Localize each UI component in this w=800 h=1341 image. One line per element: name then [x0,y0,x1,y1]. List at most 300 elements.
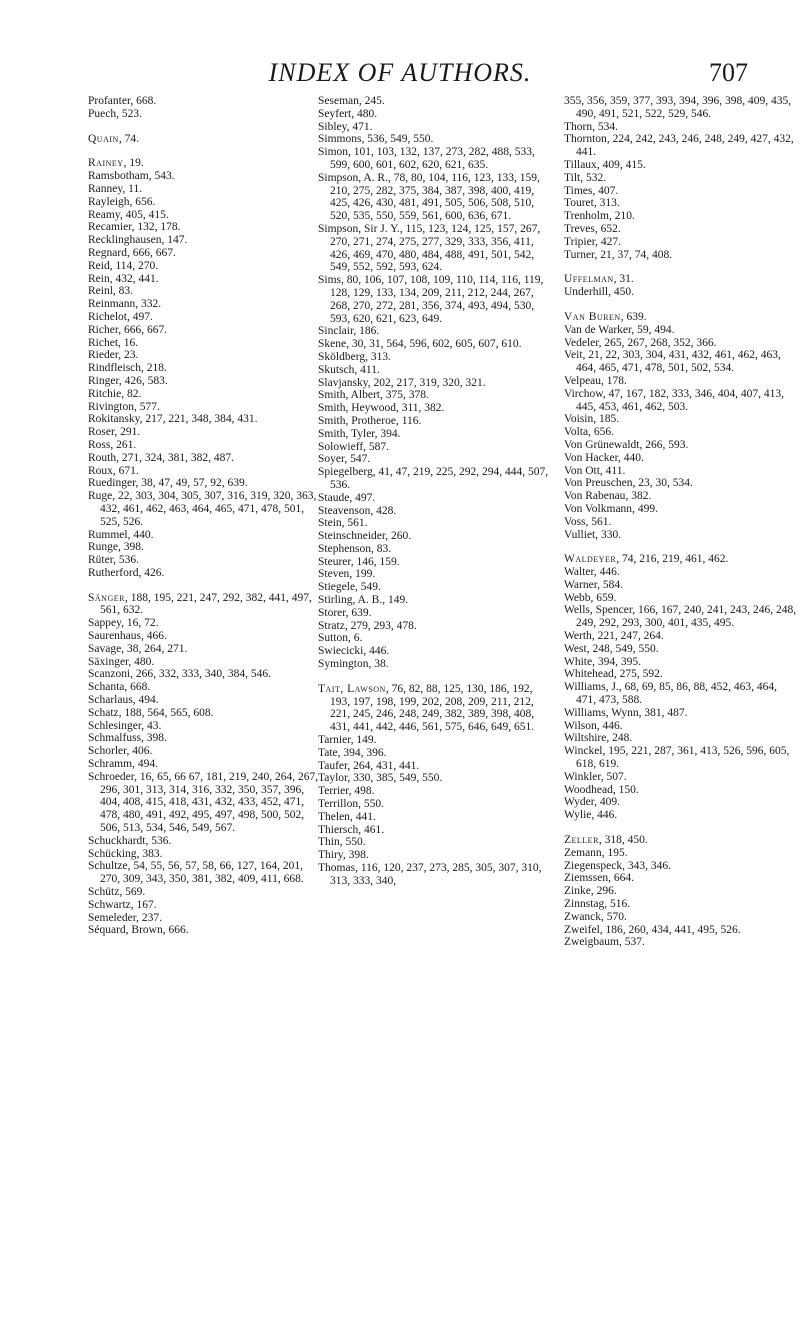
page-references: , 41, 47, 219, 225, 292, 294, 444, 507, 536. [330,466,549,491]
page-references: , 210. [608,210,635,223]
index-entry [564,553,799,566]
index-entry [88,426,323,439]
page-references: , 76, 82, 88, 125, 130, 186, 192, 193, 197, 198, 199, 202, 208, 209, 211, 212, 221, 245, 246, 248, 249, 382, 389, 398, 408, 431, 441, 442, 446, 561, 575, 646, 649, 651. [330,682,535,734]
author-name: Recklinghausen [88,234,162,247]
index-entry [318,338,553,351]
index-entry [318,492,553,505]
author-name: Ranney [88,182,123,195]
index-entry [88,349,323,362]
author-name: Recamier [88,221,132,234]
page-references: , 532. [580,171,607,184]
author-name: Seyfert [318,107,352,120]
page-references: , 279, 293, 478. [344,619,417,632]
author-name: Stirling, A. B. [318,594,383,607]
index-entry [318,121,553,134]
index-entry [88,311,323,324]
index-entry [318,505,553,518]
author-name: Sappey [88,617,122,630]
author-name: Reid [88,259,110,272]
page-references: , 271, 324, 381, 382, 487. [116,451,234,464]
index-entry [88,465,323,478]
page-references: , 450. [608,286,634,299]
page-references: , 446. [593,566,620,579]
author-name: Rivington [88,400,135,413]
page-references: , 446. [363,645,390,658]
author-name: Ruedinger [88,477,136,490]
page-references: , 394, 395. [592,655,641,668]
page-references: , 195. [601,846,628,859]
index-column-3 [564,95,799,949]
index-entry [88,209,323,222]
author-name: Ruge [88,490,113,503]
author-name: Spiegelberg [318,466,373,479]
page-references: , 21, 22, 303, 304, 431, 432, 461, 462, 463, 464, 465, 471, 478, 501, 502, 534. [576,349,781,375]
index-entry [88,285,323,298]
page-references: , 266, 593. [639,438,689,451]
author-name: Wells, Spencer [564,604,633,617]
page-references: , 185. [593,413,620,426]
page-references: , 38. [368,658,389,671]
page-references: , 218. [141,362,167,375]
index-entry [564,375,799,388]
index-entry [564,668,799,681]
index-entry [88,899,323,912]
index-entry [318,824,553,837]
page-references: , 311, 382. [395,402,445,415]
index-entry [88,567,323,580]
author-name: Webb [564,591,591,604]
author-name: Tait, Lawson [318,682,386,695]
index-entry [88,656,323,669]
index-entry [318,556,553,569]
index-entry [318,428,553,441]
index-entry [88,273,323,286]
author-name: Waldeyer [564,553,617,566]
author-name: Whitehead [564,668,614,681]
index-entry [318,441,553,454]
index-entry [564,681,799,707]
author-name: Winkler [564,770,601,783]
page-references: , 498. [348,785,375,798]
page-references: , 43. [141,719,162,732]
author-name: Rieder [88,349,119,362]
author-name: Thiersch [318,823,359,836]
author-name: Skutsch [318,363,355,376]
index-entry [564,465,799,478]
page-references: , 398. [141,732,167,745]
page-references: , 202, 217, 319, 320, 321. [367,376,486,389]
page-references: , 383. [136,847,163,860]
page-header [0,58,800,88]
author-name: Ramsbotham [88,170,149,183]
page-references: , 441. [349,810,376,823]
page-references: , 666, 667. [118,323,168,336]
author-name: Van de Warker [564,323,632,336]
author-name: Ross [88,438,111,451]
index-entry [564,477,799,490]
index-entry [318,377,553,390]
page-references: , 188, 564, 565, 608. [118,706,214,719]
author-name: Slavjansky [318,376,368,389]
page-references: , 275, 592. [613,668,663,681]
index-entry [564,847,799,860]
author-name: Sibley [318,120,347,133]
index-entry [88,592,323,618]
author-name: Schramm [88,758,133,771]
author-name: Schatz [88,706,119,719]
index-entry [88,375,323,388]
index-entry [564,898,799,911]
index-entry [564,133,799,159]
page-references: , 186. [353,325,380,338]
index-entry [88,720,323,733]
index-entry [88,108,323,121]
author-name: Warner [564,578,598,591]
author-name: Reinl [88,285,113,298]
page-references: , 584. [597,578,623,591]
index-entry [88,196,323,209]
page-references: , 11. [122,182,143,195]
author-name: Von Rabenau [564,490,626,503]
index-entry [88,413,323,426]
author-name: Zinke [564,885,591,898]
index-entry [564,324,799,337]
page-references: , 101, 103, 132, 137, 273, 282, 488, 533, 599, 600, 601, 602, 620, 621, 635. [330,146,535,171]
author-name: Van Buren [564,310,621,323]
index-entry [88,758,323,771]
index-entry [88,541,323,554]
index-entry [318,645,553,658]
index-entry [88,860,323,886]
index-entry [318,594,553,607]
page-references: , 147. [161,234,188,247]
index-entry [318,351,553,364]
index-entry [564,579,799,592]
page-references: , 547. [344,453,371,466]
author-name: Schorler [88,745,127,758]
index-entry [318,620,553,633]
page-references: , 466. [141,630,167,643]
index-entry [88,439,323,452]
index-entry [88,133,323,146]
author-name: Ziegenspeck [564,859,623,872]
index-entry [564,210,799,223]
index-entry [564,936,799,949]
author-name: Smith, Tyler [318,427,375,440]
author-name: Sims [318,274,342,287]
page-references: , 30, 31, 564, 596, 602, 605, 607, 610. [346,338,522,351]
author-name: Thorn [564,120,593,133]
author-name: Swiecicki [318,645,364,658]
index-entry [564,809,799,822]
author-name: Schroeder [88,770,135,783]
page-references: , 114, 270. [109,259,159,272]
author-name: Skene [318,338,347,351]
page-references: , 47, 167, 182, 333, 346, 404, 407, 413, 445, 453, 461, 462, 503. [576,387,784,413]
index-entry [88,529,323,542]
author-name: Schwartz [88,898,131,911]
page-references: , 332. [135,298,162,311]
page-references: , 217, 221, 348, 384, 431. [139,413,258,426]
author-name: Runge [88,541,119,554]
index-entry [564,121,799,134]
page-references: , 83. [371,542,392,555]
index-entry [88,848,323,861]
page-references: , 265, 267, 268, 352, 366. [598,336,717,349]
author-name: Tripier [564,235,596,248]
page-references: , 260. [385,530,412,543]
page-references: , 166, 167, 240, 241, 243, 246, 248, 249, 292, 293, 300, 401, 435, 495. [576,604,797,630]
page-references: , 570. [601,910,627,923]
index-entry [318,772,553,785]
author-name: Steinschneider [318,530,386,543]
page-references: , 54, 55, 56, 57, 58, 66, 127, 164, 201, 270, 309, 343, 350, 381, 382, 409, 411, 668. [100,860,304,886]
index-entry [564,236,799,249]
author-name: Voisin [564,413,594,426]
author-name: Simmons [318,133,362,146]
author-name: Rainey [88,157,124,170]
author-name: Thomas [318,862,356,875]
page-references: , 569. [119,886,146,899]
page-references: , 587. [363,440,390,453]
page-references: , 245. [358,95,385,107]
index-entry [564,503,799,516]
index-entry [318,798,553,811]
author-name: Steven [318,568,350,581]
index-entry [88,732,323,745]
page-references: , 656. [129,195,156,208]
author-name: Wylie [564,809,592,822]
index-entry [564,630,799,643]
page-references: , 149. [350,734,377,747]
page-references: , 656. [588,426,614,439]
author-name: Von Ott [564,464,600,477]
author-name: Sinclair [318,325,354,338]
index-entry [318,785,553,798]
index-entry [318,568,553,581]
index-entry [88,886,323,899]
page-references: , 68, 69, 85, 86, 88, 452, 463, 464, 471, 473, 588. [576,681,777,707]
page-references: , 664. [608,872,634,885]
index-entry [318,95,553,108]
index-entry [318,223,553,274]
index-entry [318,607,553,620]
author-name: Storer [318,606,346,619]
author-name: Scanzoni [88,668,131,681]
index-entry [88,681,323,694]
page-references: , 577. [134,400,160,413]
page-references: , 480. [128,655,155,668]
page-references: , 116, 120, 237, 273, 285, 305, 307, 310, 313, 333, 340, [330,862,542,887]
author-name: Von Hacker [564,451,618,464]
page-references: , 266, 332, 333, 340, 384, 546. [130,668,272,681]
author-name: Von Preuschen [564,477,633,490]
index-entry [88,324,323,337]
page-references: , 74. [118,132,139,145]
page-references: , 406. [126,745,153,758]
author-name: Routh [88,451,117,464]
page-references: , 59, 494. [631,323,675,336]
page-references: , 639. [345,606,372,619]
author-name: Williams, J. [564,681,619,694]
index-entry [88,490,323,528]
author-name: Simpson, Sir J. Y. [318,222,400,235]
author-name: Rindfleisch [88,362,142,375]
author-name: Semeleder [88,911,137,924]
page-references: , 19. [123,157,144,170]
index-entry [564,707,799,720]
page-references: , 83. [112,285,134,298]
index-entry [564,604,799,630]
index-entry [88,912,323,925]
author-name: Savage [88,642,122,655]
page-references: , 561. [341,517,368,530]
index-entry [88,183,323,196]
index-entry [564,566,799,579]
index-entry [564,592,799,605]
index-entry [88,95,323,108]
page-references: , 149. [382,594,409,607]
page-references: , 507. [600,770,627,783]
author-name: Symington [318,658,369,671]
author-name: Schücking [88,847,137,860]
index-entry [564,159,799,172]
page-references: , 80, 106, 107, 108, 109, 110, 114, 116, 119, 128, 129, 133, 134, 209, 211, 212, 244, 267, 268, 270, 272, 281, 356, 374, 493, 494, 530, 593, 620, 621, 623, 649. [330,274,544,325]
author-name: Staude [318,491,350,504]
author-name: Soyer [318,453,345,466]
index-entry [318,389,553,402]
page-references: , 407. [592,184,619,197]
index-entry [88,298,323,311]
page-references: , 668. [124,681,151,694]
index-entry [318,517,553,530]
index-entry [564,745,799,771]
index-entry [88,401,323,414]
author-name: Roser [88,426,115,439]
page-references: , 398. [342,849,369,862]
index-entry [564,872,799,885]
page-references: , 6. [348,632,363,645]
page-references: , 150. [612,783,639,796]
author-name: Quain [88,132,119,145]
page-references: , 446. [591,809,618,822]
author-name: Zweigbaum [564,936,619,949]
author-name: Rokitansky [88,413,140,426]
author-name: Velpeau [564,374,602,387]
author-name: Tarnier [318,734,351,747]
page-references: , 330, 385, 549, 550. [347,772,443,785]
page-references: , 31. [613,273,634,286]
index-entry [318,402,553,415]
page-references: , 471. [346,120,373,133]
page-references: , 16, 72. [121,617,159,630]
index-entry [88,745,323,758]
author-name: Zeller [564,834,599,847]
page-references: , 394, 396. [337,746,387,759]
author-name: Rein [88,272,110,285]
index-entry [564,311,799,324]
author-name: Scharlaus [88,694,133,707]
author-name: Werth [564,630,592,643]
page-references: , 261. [110,438,137,451]
author-name: Wyder [564,796,595,809]
index-entry [564,439,799,452]
index-column-1 [88,95,323,937]
index-entry [564,273,799,286]
author-name: Thiry [318,849,343,862]
author-name: Tillaux [564,158,597,171]
author-name: Smith, Protheroe [318,414,396,427]
page-references: , 536, 549, 550. [361,133,434,146]
page-references: , 461. [358,823,385,836]
index-entry [88,221,323,234]
author-name: Stein [318,517,342,530]
index-entry [564,834,799,847]
page-references: , 16, 65, 66 67, 181, 219, 240, 264, 267, 296, 301, 313, 314, 316, 332, 350, 357, 396, 404, 408, 415, 418, 431, 432, 433, 452, 471, 478, 480, 491, 492, 495, 497, 498, 500, 502, 506, 513, 534, 546, 549, 567. [100,770,319,835]
index-entry [318,146,553,172]
author-name: Séquard, Brown [88,924,163,937]
author-name: Ziemssen [564,872,609,885]
author-name: Sänger [88,591,125,604]
author-name: Puech [88,107,117,120]
author-name: Schütz [88,886,120,899]
index-entry [564,529,799,542]
page-references: , 536. [145,834,172,847]
index-entry [88,643,323,656]
page-references: , 494. [132,758,158,771]
page-references: , 550. [339,836,366,849]
page-references: , 440. [617,451,644,464]
page-references: , 394. [374,427,401,440]
page-references: , 550. [358,798,384,811]
page-references: , 132, 178. [131,221,181,234]
page-references: , 409, 415. [596,158,646,171]
page-references: , 178. [601,374,627,387]
index-entry [564,388,799,414]
index-entry [564,732,799,745]
page-references: , 516. [604,898,631,911]
index-entry [564,924,799,937]
page-number: 707 [709,58,748,87]
page-references: , 432, 441. [109,272,159,285]
page-references: , 537. [618,936,645,949]
index-entry [88,170,323,183]
index-entry [318,108,553,121]
index-entry [564,337,799,350]
page-references: , 23, 30, 534. [632,477,693,490]
index-entry [88,362,323,375]
author-name: Profanter [88,95,131,107]
index-entry [88,388,323,401]
index-entry [318,274,553,325]
author-name: Veit [564,349,583,362]
author-name: Touret [564,197,594,210]
page-references: , 82. [121,387,142,400]
author-name: Taylor [318,772,348,785]
author-name: Treves [564,222,595,235]
index-entry [318,325,553,338]
page-references: , 21, 37, 74, 408. [594,248,673,261]
index-entry [88,157,323,170]
page-references: , 497. [349,491,376,504]
page-references: , 426, 583. [118,374,168,387]
author-name: Williams, Wynn [564,706,639,719]
author-name: Rutherford [88,566,139,579]
index-entry [318,172,553,223]
page-references: , 497. [126,310,153,323]
page-references: , 536. [113,554,139,567]
author-name: Solowieff [318,440,364,453]
